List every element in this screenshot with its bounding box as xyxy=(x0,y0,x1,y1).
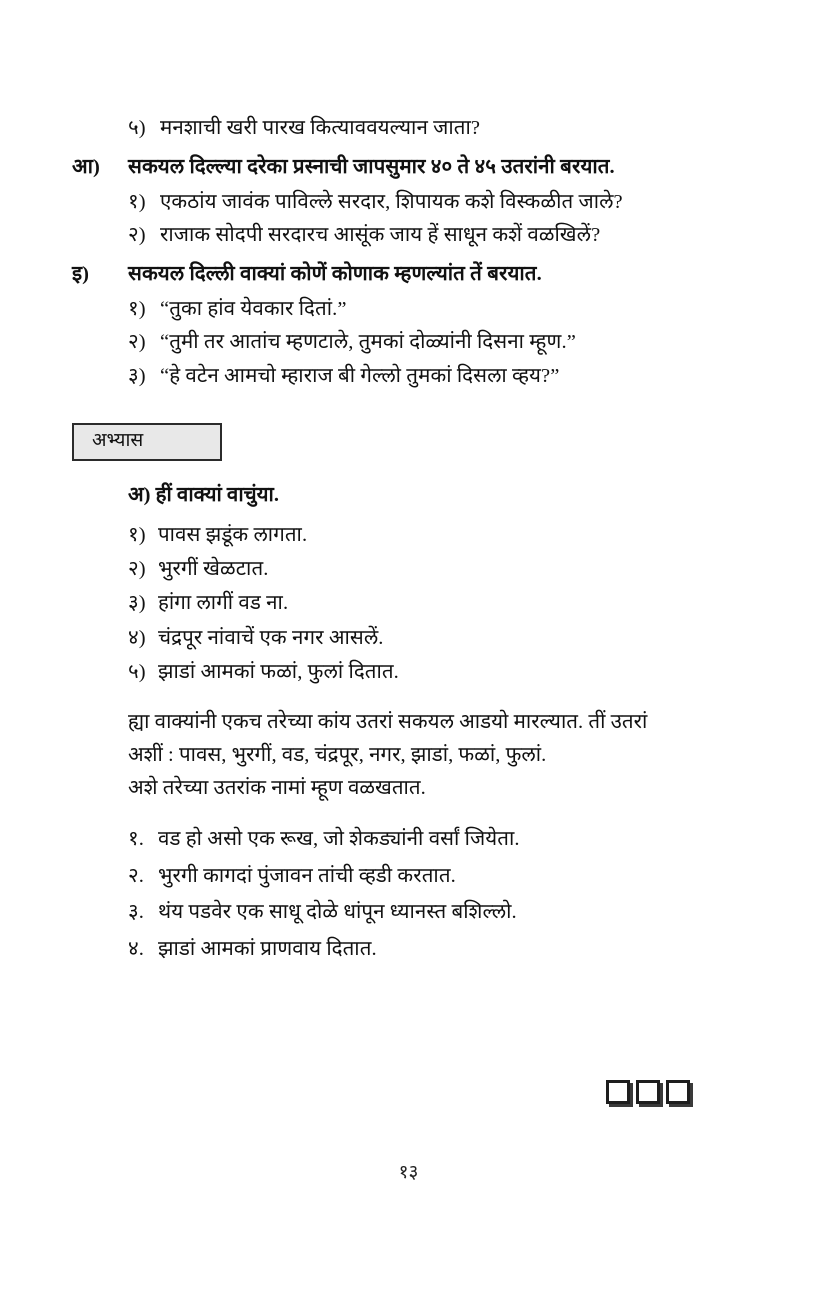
list-marker: १) xyxy=(128,298,146,321)
paragraph-line: अशीं : पावस, भुरगीं, वड, चंद्रपूर, नगर, झाडां, फळां, फुलां. xyxy=(128,744,547,766)
abhyas-label-box: अभ्यास xyxy=(72,423,222,461)
list-item-text: भुरगीं खेळटात. xyxy=(158,558,269,581)
list-item-text: चंद्रपूर नांवाचें एक नगर आसलें. xyxy=(158,626,384,649)
list-marker: ३) xyxy=(128,364,146,387)
page-content xyxy=(72,112,732,967)
list-item-text: पावस झडूंक लागता. xyxy=(158,523,308,546)
list-marker: ५) xyxy=(128,661,146,684)
square-icon xyxy=(606,1080,630,1104)
list-item-text: राजाक सोदपी सरदारच आसूंक जाय हें साधून कशें वळखिलें? xyxy=(160,224,601,247)
list-item-text: थंय पडवेर एक साधू दोळे धांपून ध्यानस्त बशिल्लो. xyxy=(158,901,517,924)
page-number: १३ xyxy=(398,1162,419,1183)
list-item xyxy=(128,186,732,219)
list-item xyxy=(128,894,732,930)
list-item-text: “तुमी तर आतांच म्हणटाले, तुमकां दोळ्यांनी दिसना म्हूण.” xyxy=(160,331,576,354)
section-heading-text: सकयल दिल्ल्या दरेका प्रस्नाची जापसुमार ४० ते ४५ उतरांनी बरयात. xyxy=(128,156,615,179)
list-item-text: “हे वटेन आमचो म्हाराज बी गेल्लो तुमकां दिसला व्हय?” xyxy=(160,364,560,387)
list-item xyxy=(128,219,732,252)
abhyas-section xyxy=(72,423,732,461)
section-heading-aa xyxy=(72,151,732,184)
list-marker: २) xyxy=(128,224,146,247)
section-heading-text: सकयल दिल्ली वाक्यां कोणें कोणाक म्हणल्यांत तें बरयात. xyxy=(128,263,542,286)
list-item xyxy=(128,360,732,393)
list-marker: २. xyxy=(128,864,144,887)
list-item xyxy=(128,586,732,620)
list-item xyxy=(128,858,732,894)
list-marker: ३) xyxy=(128,592,146,615)
list-marker: २) xyxy=(128,331,146,354)
list-item-text: मनशाची खरी पारख कित्याववयल्यान जाता? xyxy=(160,117,481,139)
list-marker: ४) xyxy=(128,626,146,649)
list-item-text: हांगा लागीं वड ना. xyxy=(158,592,289,615)
list-marker: ३. xyxy=(128,901,144,924)
examples-list xyxy=(128,821,732,967)
square-icon xyxy=(666,1080,690,1104)
list-item xyxy=(128,621,732,655)
list-item-text: झाडां आमकां प्राणवाय दितात. xyxy=(158,937,377,960)
section-marker: आ) xyxy=(72,156,100,179)
list-item xyxy=(128,293,732,326)
section-marker: इ) xyxy=(72,263,90,286)
decorative-squares xyxy=(606,1080,690,1104)
list-item xyxy=(128,552,732,586)
list-marker: २) xyxy=(128,558,146,581)
square-icon xyxy=(636,1080,660,1104)
exercise-heading: अ) हीं वाक्यां वाचुंया. xyxy=(128,483,279,506)
list-item-text: भुरगी कागदां पुंजावन तांची व्हडी करतात. xyxy=(158,864,456,887)
paragraph-line: अशे तरेच्या उतरांक नामां म्हूण वळखतात. xyxy=(128,777,426,800)
list-item-text: झाडां आमकां फळां, फुलां दितात. xyxy=(158,661,399,684)
list-item xyxy=(128,518,732,552)
list-marker: १) xyxy=(128,191,146,213)
list-item xyxy=(128,821,732,857)
list-marker: ४. xyxy=(128,937,144,960)
list-marker: १) xyxy=(128,523,146,546)
explanation-paragraph xyxy=(128,706,732,806)
list-item-text: वड हो असो एक रूख, जो शेकड्यांनी वर्सां जियेता. xyxy=(158,828,520,851)
list-item xyxy=(128,655,732,689)
list-item xyxy=(128,326,732,359)
list-marker: १. xyxy=(128,828,144,851)
exercise-block xyxy=(128,479,732,968)
list-marker: ५) xyxy=(128,117,146,139)
list-item xyxy=(128,112,732,145)
paragraph-line: ह्या वाक्यांनी एकच तरेच्या कांय उतरां सकयल आडयो मारल्यात. तीं उतरां xyxy=(128,710,648,733)
list-item-text: “तुका हांव येवकार दितां.” xyxy=(160,298,347,321)
list-item-text: एकठांय जावंक पाविल्ले सरदार, शिपायक कशे विस्कळीत जाले? xyxy=(160,191,623,213)
section-heading-e xyxy=(72,258,732,291)
list-item xyxy=(128,931,732,967)
